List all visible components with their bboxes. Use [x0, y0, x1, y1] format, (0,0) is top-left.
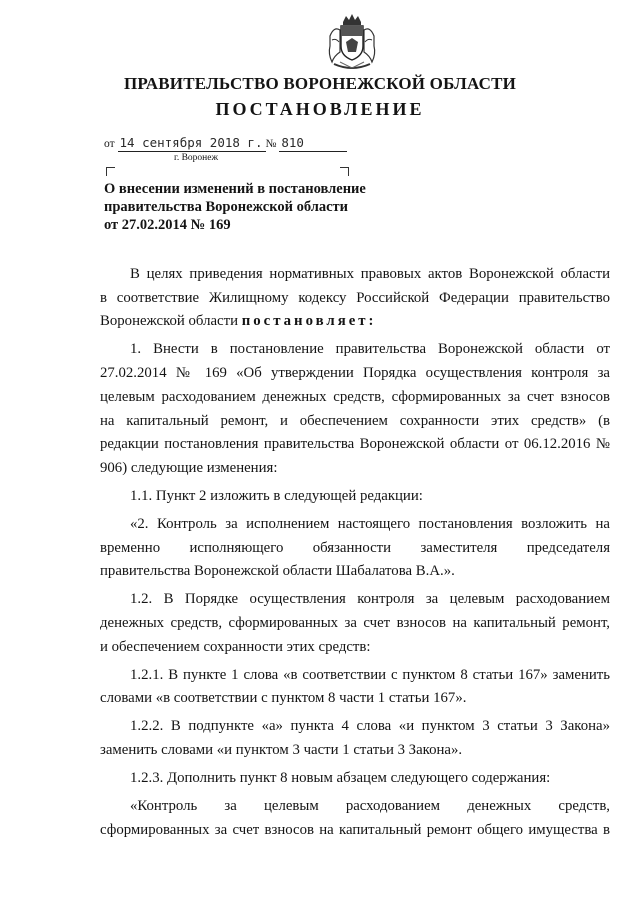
- paragraph-item-1-2-1: 1.2.1. В пункте 1 слова «в соответствии с пунктом 8 статьи 167» заменить: [130, 666, 610, 683]
- paragraph-preamble-line: Воронежской области постановляет:: [100, 313, 377, 330]
- paragraph-quote-2-line: временно исполняющего обязанности заместителя председателя: [100, 539, 610, 556]
- document-subject: [104, 180, 434, 234]
- corner-mark-left: [106, 167, 115, 176]
- paragraph-item-1-2-1-line: словами «в соответствии с пунктом 8 части 1 статьи 167».: [100, 690, 467, 707]
- coat-of-arms-emblem: [326, 12, 378, 74]
- city-label: г. Воронеж: [174, 153, 219, 163]
- number-value: 810: [281, 135, 304, 150]
- paragraph-item-1: 1. Внести в постановление правительства Воронежской области от: [130, 341, 610, 358]
- number-sign: №: [265, 138, 277, 150]
- paragraph-preamble-line: в соответствие Жилищному кодексу Российской Федерации правительство: [100, 289, 610, 306]
- paragraph-item-1-2-3: 1.2.3. Дополнить пункт 8 новым абзацем следующего содержания:: [130, 770, 551, 787]
- document-body: [100, 263, 610, 843]
- date-value: 14 сентября 2018 г.: [119, 135, 263, 150]
- paragraph-item-1-line: редакции постановления правительства Воронежской области от 06.12.2016 №: [100, 436, 610, 453]
- paragraph-item-1-line: целевым расходованием денежных средств, сформированных за счет взносов: [100, 388, 610, 405]
- paragraph-item-1-2-2: 1.2.2. В подпункте «а» пункта 4 слова «и пунктом 3 статьи 3 Закона»: [130, 718, 610, 735]
- corner-mark-right: [340, 167, 349, 176]
- paragraph-item-1-2-line: и обеспечением сохранности этих средств:: [100, 638, 371, 655]
- paragraph-item-1-1: 1.1. Пункт 2 изложить в следующей редакции:: [130, 487, 423, 504]
- paragraph-item-1-2-line: денежных средств, сформированных за счет взносов на капитальный ремонт,: [100, 615, 610, 632]
- paragraph-quote-control: «Контроль за целевым расходованием денежных средств,: [130, 798, 610, 815]
- paragraph-item-1-2: 1.2. В Порядке осуществления контроля за целевым расходованием: [130, 591, 610, 608]
- subject-line: О внесении изменений в постановление: [104, 181, 366, 197]
- paragraph-quote-2: «2. Контроль за исполнением настоящего постановления возложить на: [130, 515, 610, 532]
- paragraph-item-1-2-2-line: заменить словами «и пунктом 3 части 1 статьи 3 Закона».: [100, 742, 463, 759]
- paragraph-quote-control-line: сформированных за счет взносов на капитальный ремонт общего имущества в: [100, 821, 610, 838]
- paragraph-item-1-line: 27.02.2014 № 169 «Об утверждении Порядка осуществления контроля за: [100, 365, 610, 382]
- subject-line: от 27.02.2014 № 169: [104, 217, 231, 233]
- date-number-row: [104, 136, 347, 152]
- paragraph-preamble-line: В целях приведения нормативных правовых актов Воронежской области: [130, 266, 610, 282]
- resolves-word: постановляет:: [241, 313, 377, 330]
- subject-line: правительства Воронежской области: [104, 199, 349, 215]
- document-type-heading: ПОСТАНОВЛЕНИЕ: [215, 99, 425, 119]
- government-title: ПРАВИТЕЛЬСТВО ВОРОНЕЖСКОЙ ОБЛАСТИ: [123, 74, 517, 93]
- paragraph-item-1-line: 906) следующие изменения:: [100, 459, 278, 476]
- paragraph-quote-2-line: правительства Воронежской области Шабалатова В.А.».: [100, 563, 455, 580]
- date-prefix: от: [104, 138, 115, 150]
- paragraph-item-1-line: на капитальный ремонт, и обеспечением сохранности этих средств» (в: [100, 412, 610, 429]
